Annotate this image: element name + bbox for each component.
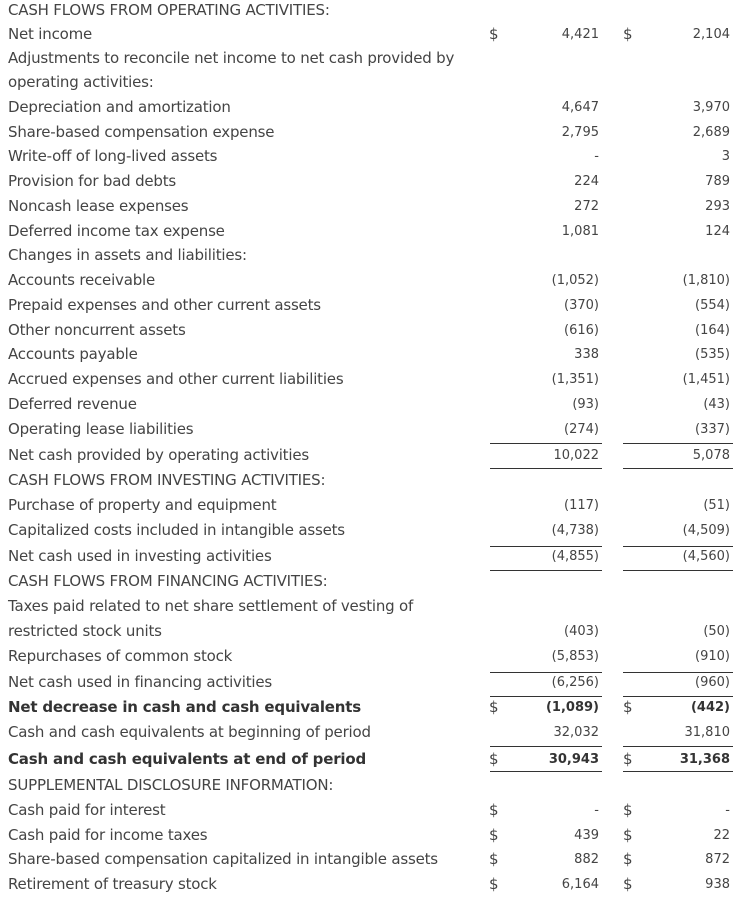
currency-symbol-prior: $ [623,801,633,819]
total-rule-line [623,570,733,571]
row-label: Accrued expenses and other current liabilities [8,370,344,388]
currency-symbol-current: $ [489,875,499,893]
value-current-period: (616) [564,323,599,338]
statement-row-header-operating [0,0,742,24]
row-label: Taxes paid related to net share settlement of vesting of [8,597,414,615]
row-label: CASH FLOWS FROM OPERATING ACTIVITIES: [8,1,330,19]
total-rule-line [623,468,733,469]
row-label: Write-off of long-lived assets [8,147,218,165]
value-prior-period: 31,368 [679,752,730,767]
value-prior-period: (1,810) [682,273,730,288]
value-current-period: 882 [574,852,599,867]
statement-row-deferred-tax [0,221,742,245]
row-label: Changes in assets and liabilities: [8,246,247,264]
value-prior-period: 3,970 [692,100,730,115]
row-label: SUPPLEMENTAL DISCLOSURE INFORMATION: [8,776,334,794]
value-prior-period: 124 [705,224,730,239]
row-label: Depreciation and amortization [8,98,231,116]
statement-row-net-income [0,24,742,48]
total-rule-line [490,443,602,444]
row-label: Cash and cash equivalents at end of period [8,750,366,768]
currency-symbol-prior: $ [623,850,633,868]
statement-row-net-cash-investing [0,546,742,570]
value-prior-period: (164) [695,323,730,338]
value-prior-period: 2,689 [692,125,730,140]
row-label: Net cash used in financing activities [8,673,272,691]
total-rule-line [623,771,733,772]
statement-row-taxes-label [0,596,742,620]
value-current-period: 30,943 [548,752,599,767]
row-label: Share-based compensation capitalized in intangible assets [8,850,438,868]
total-rule-line [623,696,733,697]
row-label: Prepaid expenses and other current assets [8,296,321,314]
row-label: Deferred income tax expense [8,222,225,240]
value-current-period: 272 [574,199,599,214]
statement-row-noncash-lease [0,196,742,220]
statement-row-accounts-receivable [0,270,742,294]
statement-row-accounts-payable [0,344,742,368]
value-prior-period: 938 [705,877,730,892]
total-rule-line [490,696,602,697]
row-label: Share-based compensation expense [8,123,275,141]
row-label: Net income [8,25,93,43]
statement-row-header-supplemental [0,775,742,799]
row-label: Retirement of treasury stock [8,875,217,893]
value-prior-period: 5,078 [692,448,730,463]
statement-row-share-based-comp [0,122,742,146]
value-current-period: (1,052) [551,273,599,288]
row-label: CASH FLOWS FROM FINANCING ACTIVITIES: [8,572,328,590]
value-prior-period: 31,810 [684,725,730,740]
statement-row-repurchases [0,646,742,670]
total-rule-line [623,443,733,444]
value-current-period: (403) [564,624,599,639]
statement-row-net-cash-financing [0,672,742,696]
value-prior-period: (442) [690,700,730,715]
row-label: Net decrease in cash and cash equivalents [8,698,361,716]
value-current-period: 32,032 [553,725,599,740]
value-prior-period: (1,451) [682,372,730,387]
value-current-period: (6,256) [551,675,599,690]
value-prior-period: 22 [713,828,730,843]
value-prior-period: 872 [705,852,730,867]
value-current-period: 4,647 [561,100,599,115]
row-label: Net cash provided by operating activities [8,446,309,464]
statement-row-treasury-retire [0,874,742,898]
value-current-period: 2,795 [561,125,599,140]
value-prior-period: - [725,803,730,818]
currency-symbol-prior: $ [623,25,633,43]
value-prior-period: 2,104 [692,27,730,42]
row-label: Repurchases of common stock [8,647,233,665]
statement-row-capitalized-costs [0,520,742,544]
value-prior-period: (4,560) [682,549,730,564]
statement-row-cash-beginning [0,722,742,746]
statement-row-purchase-ppe [0,495,742,519]
row-label: Noncash lease expenses [8,197,189,215]
row-label: Cash and cash equivalents at beginning of period [8,723,371,741]
currency-symbol-prior: $ [623,698,633,716]
value-prior-period: (337) [695,422,730,437]
statement-row-cash-end [0,749,742,773]
row-label: Accounts receivable [8,271,156,289]
value-current-period: 1,081 [561,224,599,239]
value-prior-period: 293 [705,199,730,214]
statement-row-prepaid-expenses [0,295,742,319]
row-label: Cash paid for interest [8,801,166,819]
currency-symbol-current: $ [489,850,499,868]
total-rule-line [623,546,733,547]
currency-symbol-current: $ [489,750,499,768]
value-current-period: (117) [564,498,599,513]
row-label: Operating lease liabilities [8,420,194,438]
currency-symbol-current: $ [489,826,499,844]
row-label: Net cash used in investing activities [8,547,272,565]
currency-symbol-current: $ [489,698,499,716]
row-label: Provision for bad debts [8,172,177,190]
statement-row-adjustments-label-2 [0,72,742,96]
value-current-period: (1,089) [545,700,599,715]
total-rule-line [623,746,733,747]
currency-symbol-prior: $ [623,826,633,844]
row-label: Purchase of property and equipment [8,496,277,514]
value-prior-period: (50) [703,624,730,639]
value-prior-period: (43) [703,397,730,412]
value-prior-period: 3 [721,149,730,164]
value-current-period: 439 [574,828,599,843]
row-label: operating activities: [8,73,154,91]
currency-symbol-prior: $ [623,875,633,893]
statement-row-adjustments-label-1 [0,48,742,72]
total-rule-line [490,672,602,673]
value-current-period: (4,738) [551,523,599,538]
value-current-period: (4,855) [551,549,599,564]
currency-symbol-current: $ [489,25,499,43]
statement-row-cash-taxes [0,825,742,849]
statement-row-depreciation [0,97,742,121]
row-label: Other noncurrent assets [8,321,186,339]
statement-row-restricted-stock [0,621,742,645]
currency-symbol-current: $ [489,801,499,819]
statement-row-write-off [0,146,742,170]
value-current-period: (5,853) [551,649,599,664]
row-label: CASH FLOWS FROM INVESTING ACTIVITIES: [8,471,326,489]
value-prior-period: (4,509) [682,523,730,538]
statement-row-net-cash-operating [0,445,742,469]
value-current-period: (1,351) [551,372,599,387]
value-current-period: (274) [564,422,599,437]
statement-row-bad-debts [0,171,742,195]
total-rule-line [490,771,602,772]
value-current-period: - [594,803,599,818]
value-current-period: 224 [574,174,599,189]
value-current-period: 4,421 [561,27,599,42]
row-label: Cash paid for income taxes [8,826,208,844]
statement-row-accrued-expenses [0,369,742,393]
row-label: restricted stock units [8,622,162,640]
value-prior-period: 789 [705,174,730,189]
statement-row-cash-interest [0,800,742,824]
statement-row-other-noncurrent [0,320,742,344]
value-current-period: 338 [574,347,599,362]
value-current-period: 6,164 [561,877,599,892]
statement-row-deferred-revenue [0,394,742,418]
row-label: Adjustments to reconcile net income to net cash provided by [8,49,455,67]
row-label: Accounts payable [8,345,138,363]
total-rule-line [490,546,602,547]
value-prior-period: (554) [695,298,730,313]
statement-row-header-financing [0,571,742,595]
statement-row-changes-label [0,245,742,269]
value-prior-period: (51) [703,498,730,513]
total-rule-line [490,570,602,571]
total-rule-line [490,746,602,747]
value-prior-period: (910) [695,649,730,664]
statement-row-net-decrease [0,697,742,721]
value-current-period: 10,022 [553,448,599,463]
row-label: Capitalized costs included in intangible assets [8,521,345,539]
total-rule-line [490,468,602,469]
currency-symbol-prior: $ [623,750,633,768]
statement-row-lease-liabilities [0,419,742,443]
total-rule-line [623,672,733,673]
row-label: Deferred revenue [8,395,137,413]
statement-row-sbc-capitalized [0,849,742,873]
value-current-period: (93) [572,397,599,412]
value-current-period: - [594,149,599,164]
value-prior-period: (535) [695,347,730,362]
value-prior-period: (960) [695,675,730,690]
statement-row-header-investing [0,470,742,494]
value-current-period: (370) [564,298,599,313]
